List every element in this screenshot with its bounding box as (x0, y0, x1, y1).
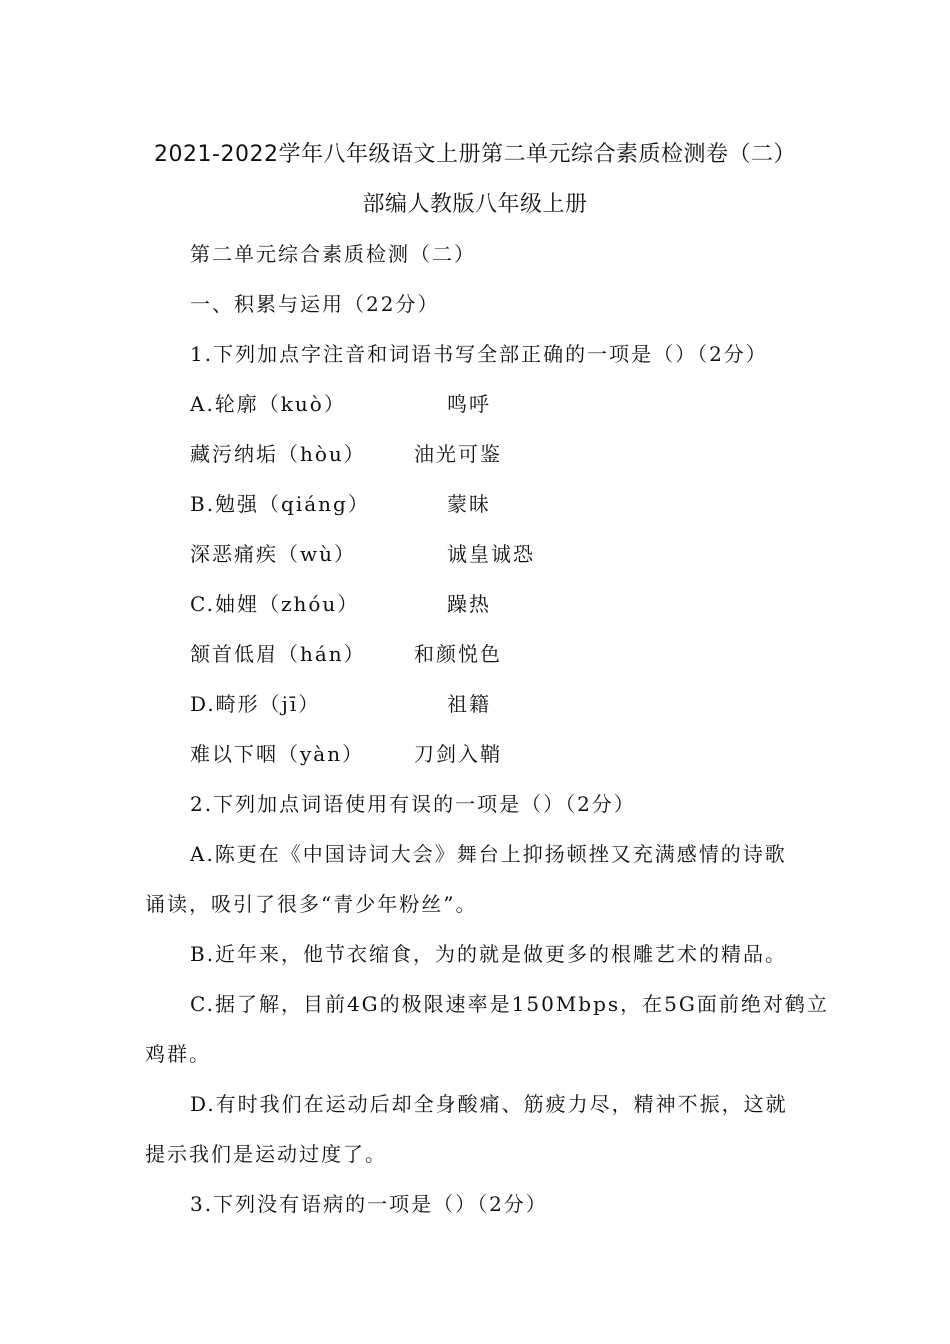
q2-option-d-line-1: D.有时我们在运动后却全身酸痛、筋疲力尽，精神不振，这就 (190, 1092, 788, 1116)
q2-option-d-line-2: 提示我们是运动过度了。 (145, 1142, 387, 1166)
question-1-stem: 1.下列加点字注音和词语书写全部正确的一项是（）（2分） (190, 342, 768, 366)
q1-option-d2-left: 难以下咽（yàn） (190, 742, 365, 766)
part-one-heading: 一、积累与运用（22分） (190, 292, 440, 316)
q2-option-a-line-1: A.陈更在《中国诗词大会》舞台上抑扬顿挫又充满感情的诗歌 (190, 842, 787, 866)
q1-option-d2-right: 刀剑入鞘 (414, 742, 502, 766)
q1-option-c-left: C.妯娌（zhóu） (190, 592, 360, 616)
q1-option-c2-left: 颔首低眉（hán） (190, 642, 366, 666)
q2-option-a-line-2: 诵读，吸引了很多“青少年粉丝”。 (145, 892, 478, 916)
question-2-stem: 2.下列加点词语使用有误的一项是（）（2分） (190, 792, 636, 816)
q1-option-b2-right: 诚皇诚恐 (447, 542, 535, 566)
q1-option-b-right: 蒙昧 (447, 492, 491, 516)
question-3-stem: 3.下列没有语病的一项是（）（2分） (190, 1192, 548, 1216)
q2-option-b: B.近年来，他节衣缩食，为的就是做更多的根雕艺术的精品。 (190, 942, 788, 966)
q1-option-a-right: 鸣呼 (447, 392, 491, 416)
document-title: 2021-2022学年八年级语文上册第二单元综合素质检测卷（二） (154, 142, 796, 167)
document-subtitle: 部编人教版八年级上册 (362, 192, 588, 217)
q1-option-c2-right: 和颜悦色 (414, 642, 502, 666)
q1-option-d-left: D.畸形（jī） (190, 692, 321, 716)
q1-option-c-right: 躁热 (447, 592, 491, 616)
q2-option-c-line-1: C.据了解，目前4G的极限速率是150Mbps，在5G面前绝对鹤立 (190, 992, 829, 1016)
q1-option-a2-right: 油光可鉴 (414, 442, 502, 466)
q1-option-a-left: A.轮廓（kuò） (190, 392, 346, 416)
q1-option-b-left: B.勉强（qiáng） (190, 492, 370, 516)
section-heading: 第二单元综合素质检测（二） (190, 242, 476, 266)
q1-option-d-right: 祖籍 (447, 692, 491, 716)
q1-option-b2-left: 深恶痛疾（wù） (190, 542, 356, 566)
q1-option-a2-left: 藏污纳垢（hòu） (190, 442, 366, 466)
q2-option-c-line-2: 鸡群。 (145, 1042, 211, 1066)
